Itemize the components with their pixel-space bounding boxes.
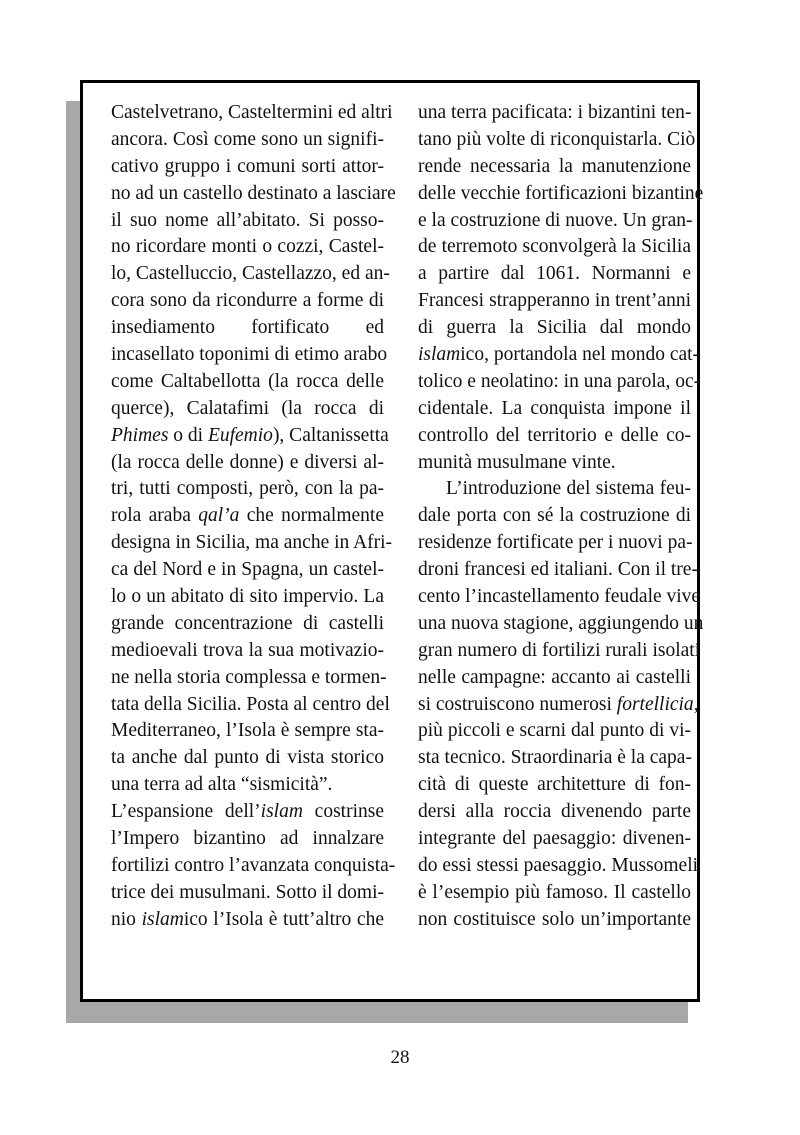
text-line: nelle campagne: accanto ai castelli — [418, 666, 691, 688]
text-line: controllo del territorio e delle co- — [418, 424, 691, 446]
text-line: lo o un abitato di sito impervio. La — [111, 586, 384, 608]
text-line: L’espansione dell’islam costrinse — [111, 801, 384, 823]
left-column — [111, 100, 396, 934]
text-line: ta anche dal punto di vista storico — [111, 747, 384, 769]
text-line: cità di queste architetture di fon- — [418, 774, 691, 796]
text-line: tano più volte di riconquistarla. Ciò — [418, 128, 696, 150]
text-line: tolico e neolatino: in una parola, oc- — [418, 370, 701, 392]
text-line: e la costruzione di nuove. Un gran- — [418, 209, 693, 231]
text-line: delle vecchie fortificazioni bizantine — [418, 182, 704, 204]
text-line: grande concentrazione di castelli — [111, 612, 384, 634]
text-line: non costituisce solo un’importante — [418, 908, 691, 930]
text-line: una terra pacificata: i bizantini ten- — [418, 102, 692, 123]
text-line: una nuova stagione, aggiungendo un — [418, 612, 704, 634]
text-line: l’Impero bizantino ad innalzare — [111, 828, 384, 850]
text-line: rende necessaria la manutenzione — [418, 155, 691, 177]
text-line: munità musulmane vinte. — [418, 451, 616, 473]
text-line: residenze fortificate per i nuovi pa- — [418, 532, 693, 554]
text-line: cento l’incastellamento feudale vive — [418, 586, 701, 608]
text-line: lo, Castelluccio, Castellazzo, ed an- — [111, 263, 390, 285]
text-line: ne nella storia complessa e tormen- — [111, 666, 387, 688]
text-line: gran numero di fortilizi rurali isolati — [418, 639, 701, 661]
text-line: ca del Nord e in Spagna, un castel- — [111, 559, 384, 581]
text-line: cidentale. La conquista impone il — [418, 397, 691, 419]
text-line: è l’esempio più famoso. Il castello — [418, 881, 691, 903]
text-line: trice dei musulmani. Sotto il domi- — [111, 881, 384, 903]
text-line: Phimes o di Eufemio), Caltanissetta — [111, 424, 389, 446]
text-line: (la rocca delle donne) e diversi al- — [111, 451, 384, 473]
text-line: L’introduzione del sistema feu- — [446, 478, 691, 500]
text-line: come Caltabellotta (la rocca delle — [111, 370, 384, 392]
text-line: islamico, portandola nel mondo cat- — [418, 344, 700, 366]
text-line: de terremoto sconvolgerà la Sicilia — [418, 236, 691, 258]
text-line: tata della Sicilia. Posta al centro del — [111, 693, 390, 715]
text-line: a partire dal 1061. Normanni e — [418, 263, 691, 285]
page-number: 28 — [390, 1047, 410, 1068]
text-line: sta tecnico. Straordinaria è la capa- — [418, 747, 692, 769]
text-line: nio islamico l’Isola è tutt’altro che — [111, 908, 384, 930]
text-line: querce), Calatafimi (la rocca di — [111, 397, 384, 419]
text-line: Castelvetrano, Casteltermini ed altri — [111, 102, 393, 123]
text-line: di guerra la Sicilia dal mondo — [418, 317, 691, 339]
text-line: incasellato toponimi di etimo arabo — [111, 344, 388, 366]
text-line: integrante del paesaggio: divenen- — [418, 828, 691, 850]
text-line: fortilizi contro l’avanzata conquista- — [111, 854, 396, 876]
right-column — [418, 100, 704, 934]
text-line: medioevali trova la sua motivazio- — [111, 639, 384, 661]
text-line: do essi stessi paesaggio. Mussomeli — [418, 854, 699, 876]
text-line: designa in Sicilia, ma anche in Afri- — [111, 532, 393, 554]
text-line: insediamento fortificato ed — [111, 317, 384, 339]
text-line: dale porta con sé la costruzione di — [418, 505, 691, 527]
text-line: droni francesi ed italiani. Con il tre- — [418, 559, 698, 581]
text-line: una terra ad alta “sismicità”. — [111, 774, 333, 796]
text-line: si costruiscono numerosi fortellicia, — [418, 693, 699, 715]
text-line: ancora. Così come sono un signifi- — [111, 128, 384, 150]
text-line: dersi alla roccia divenendo parte — [418, 801, 691, 823]
text-frame — [80, 80, 704, 1002]
text-line: rola araba qal’a che normalmente — [111, 505, 384, 527]
text-line: no ad un castello destinato a lasciare — [111, 182, 396, 204]
text-line: Mediterraneo, l’Isola è sempre sta- — [111, 720, 384, 742]
text-line: no ricordare monti o cozzi, Castel- — [111, 236, 384, 258]
text-line: Francesi strapperanno in trent’anni — [418, 290, 691, 312]
text-line: cora sono da ricondurre a forme di — [111, 290, 384, 312]
text-line: tri, tutti composti, però, con la pa- — [111, 478, 384, 500]
text-line: più piccoli e scarni dal punto di vi- — [418, 720, 691, 742]
text-line: il suo nome all’abitato. Si posso- — [111, 209, 384, 231]
text-line: cativo gruppo i comuni sorti attor- — [111, 155, 384, 177]
